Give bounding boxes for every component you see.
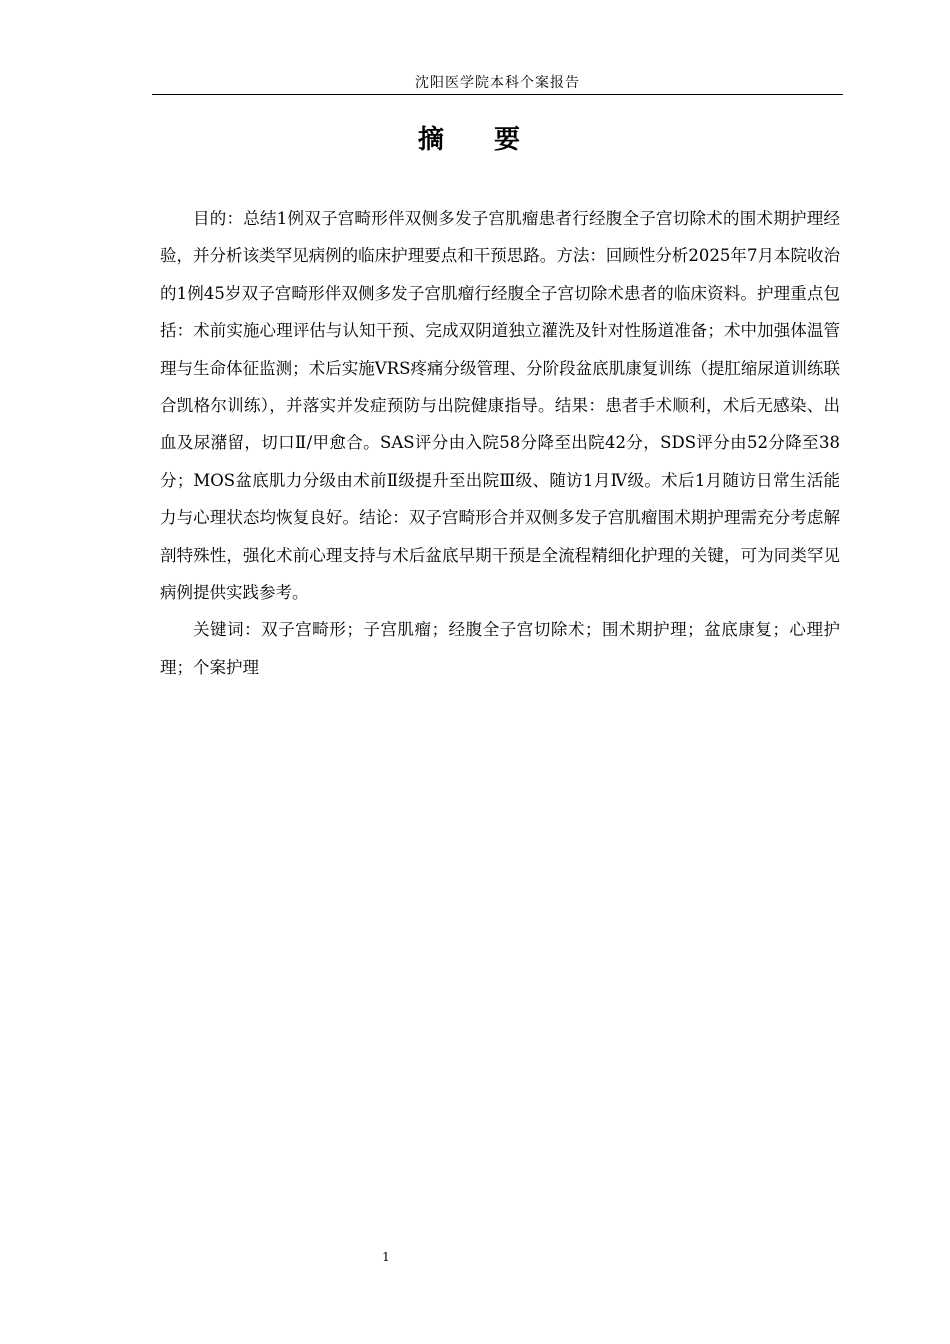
result-text: 患者手术顺利，术后无感染、出血及尿潴留，切口Ⅱ/甲愈合。SAS评分由入院58分降至出院42分，SDS评分由52分降至38分；MOS盆底肌力分级由术前Ⅱ级提升至出院Ⅲ级、随访1月Ⅳ级。术后1月随访日常生活能力与心理状态均恢复良好。	[160, 396, 841, 528]
page-number: 1	[382, 1250, 390, 1264]
abstract-paragraph	[160, 200, 840, 611]
keywords-label: 关键词：	[193, 620, 262, 640]
header-text: 沈阳医学院本科个案报告	[415, 75, 580, 91]
conclusion-text: 双子宫畸形合并双侧多发子宫肌瘤围术期护理需充分考虑解剖特殊性，强化术前心理支持与术后盆底早期干预是全流程精细化护理的关键，可为同类罕见病例提供实践参考。	[160, 508, 841, 603]
keywords-paragraph	[160, 611, 840, 686]
keywords-text: 双子宫畸形；子宫肌瘤；经腹全子宫切除术；围术期护理；盆底康复；心理护理；个案护理	[160, 620, 841, 677]
conclusion-label: 结论：	[359, 508, 409, 528]
objective-label: 目的：	[193, 209, 244, 228]
page-header	[152, 72, 843, 95]
method-label: 方法：	[556, 246, 606, 266]
result-label: 结果：	[554, 396, 606, 416]
method-text: 回顾性分析2025年7月本院收治的1例45岁双子宫畸形伴双侧多发子宫肌瘤行经腹全子宫切除术患者的临床资料。护理重点包括：术前实施心理评估与认知干预、完成双阴道独立灌洗及针对性肠道准备；术中加强体温管理与生命体征监测；术后实施VRS疼痛分级管理、分阶段盆底肌康复训练（提肛缩尿道训练联合凯格尔训练），并落实并发症预防与出院健康指导。	[160, 246, 841, 416]
page-title: 摘 要	[417, 125, 532, 155]
objective-text: 总结1例双子宫畸形伴双侧多发子宫肌瘤患者行经腹全子宫切除术的围术期护理经验，并分析该类罕见病例的临床护理要点和干预思路。	[160, 209, 840, 266]
abstract-body	[160, 200, 840, 686]
